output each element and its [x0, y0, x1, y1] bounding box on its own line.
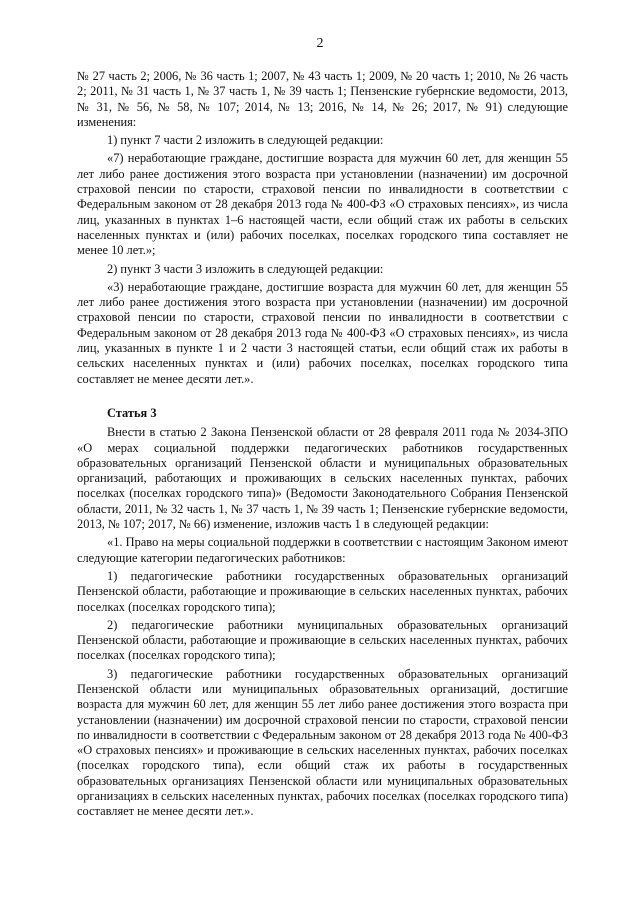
paragraph-part-1: «1. Право на меры социальной поддержки в соответствии с настоящим Законом имеют следующие категории педагогических работников:: [77, 535, 568, 565]
document-body: [77, 69, 568, 823]
paragraph-category-3: 3) педагогические работники государственных образовательных организаций Пензенской области или муниципальных образовательных организаций, достигшие возраста для мужчин 60 лет, для женщин 55 лет либо ранее достижения этого возраста при установлении (назначении) им досрочной страховой пенсии по старости, страховой пенсии по инвалидности в соответствии с Федеральным законом от 28 декабря 2013 года № 400-ФЗ «О страховых пенсиях» и проживающие в сельских населенных пунктах, рабочих поселках (поселках городского типа), если общий стаж их работы в государственных образовательных организациях Пензенской области или муниципальных образовательных организациях в сельских населенных пунктах, рабочих поселках (поселках городского типа) составляет не менее десяти лет.».: [77, 666, 568, 819]
paragraph-quote-3: «3) неработающие граждане, достигшие возраста для мужчин 60 лет, для женщин 55 лет либо ранее достижения этого возраста при установлении (назначении) им досрочной страховой пенсии по старости, страховой пенсии по инвалидности в соответствии с Федеральным законом от 28 декабря 2013 года № 400-ФЗ «О страховых пенсиях», из числа лиц, указанных в пункте 1 и 2 части 3 настоящей статьи, если общий стаж их работы в сельских населенных пунктах и (или) рабочих поселках, поселках городского типа составляет не менее десяти лет.».: [77, 279, 568, 386]
paragraph-quote-7: «7) неработающие граждане, достигшие возраста для мужчин 60 лет, для женщин 55 лет либо ранее достижения этого возраста при установлении (назначении) им досрочной страховой пенсии по старости, страховой пенсии по инвалидности в соответствии с Федеральным законом от 28 декабря 2013 года № 400-ФЗ «О страховых пенсиях», из числа лиц, указанных в пунктах 1–6 настоящей части, если общий стаж их работы в сельских населенных пунктах и (или) рабочих поселках, поселках городского типа составляет не менее 10 лет.»;: [77, 151, 568, 258]
page-number: 2: [316, 36, 324, 51]
paragraph-article-intro: Внести в статью 2 Закона Пензенской области от 28 февраля 2011 года № 2034-ЗПО «О мерах социальной поддержки педагогических работников государственных образовательных организаций Пензенской области и муниципальных образовательных организаций, работающих и проживающих в сельских населенных пунктах, рабочих поселках (поселках городского типа)» (Ведомости Законодательного Собрания Пензенской области, 2011, № 32 часть 1, № 37 часть 1, № 39 часть 1; Пензенские губернские ведомости, 2013, № 107; 2017, № 66) изменение, изложив часть 1 в следующей редакции:: [77, 425, 568, 532]
article-heading: Статья 3: [107, 405, 157, 420]
paragraph-item-1: 1) пункт 7 части 2 изложить в следующей редакции:: [107, 133, 384, 148]
paragraph-category-1: 1) педагогические работники государственных образовательных организаций Пензенской области, работающие и проживающие в сельских населенных пунктах, рабочих поселках (поселках городского типа);: [77, 568, 568, 614]
paragraph-continuation: № 27 часть 2; 2006, № 36 часть 1; 2007, № 43 часть 1; 2009, № 20 часть 1; 2010, № 26 часть 2; 2011, № 31 часть 1, № 37 часть 1, № 39 часть 1; Пензенские губернские ведомости, 2013, № 31, № 56, № 58, № 107; 2014, № 13; 2016, № 14, № 26; 2017, № 91) следующие изменения:: [77, 69, 568, 129]
paragraph-item-2: 2) пункт 3 части 3 изложить в следующей редакции:: [107, 261, 384, 276]
paragraph-category-2: 2) педагогические работники муниципальных образовательных организаций Пензенской области, работающие и проживающие в сельских населенных пунктах, рабочих поселках (поселках городского типа);: [77, 617, 568, 663]
